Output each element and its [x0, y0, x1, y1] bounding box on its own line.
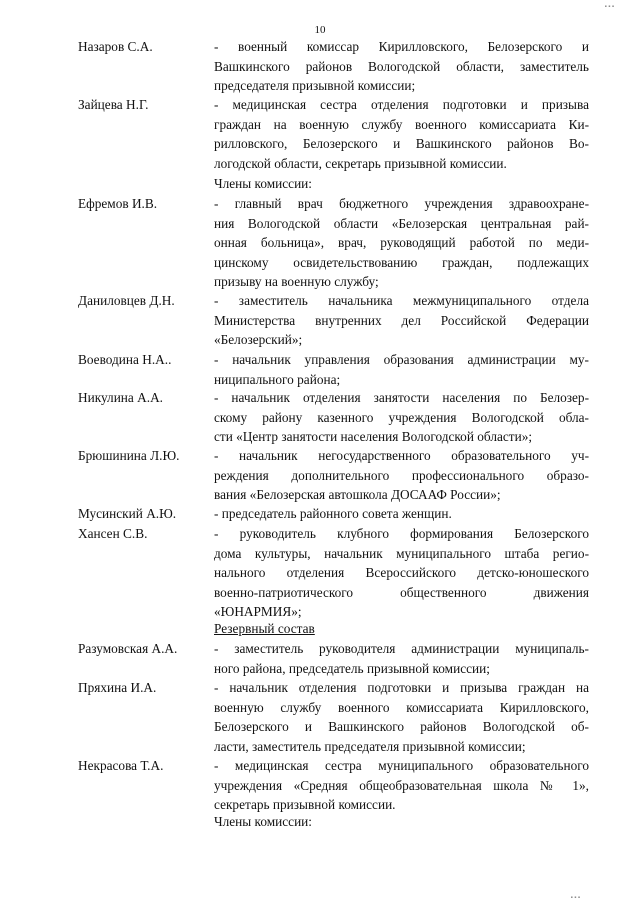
member-role — [214, 37, 589, 96]
role-line: реждения дополнительного профессионального образо- — [214, 467, 589, 483]
member-name: Мусинский А.Ю. — [78, 506, 177, 521]
member-name: Брюшинина Л.Ю. — [78, 448, 180, 463]
members-heading-2: Члены комиссии: — [214, 814, 312, 829]
role-line: призыву на военную службу; — [214, 274, 379, 289]
role-line: - главный врач бюджетного учреждения здравоохране- — [214, 196, 589, 211]
role-line: Белозерского и Вашкинского районов Вологодской об- — [214, 719, 589, 734]
member-role — [214, 388, 589, 447]
member-role — [214, 756, 589, 815]
role-line: - заместитель начальника межмуниципального отдела — [214, 293, 589, 308]
role-line: - начальник управления образования администрации му- — [214, 352, 589, 367]
role-line: дома культуры, начальник муниципального штаба регио- — [214, 545, 589, 561]
member-name: Пряхина И.А. — [78, 680, 157, 695]
member-role — [214, 678, 589, 756]
member-name: Некрасова Т.А. — [78, 758, 164, 773]
role-line: председателя призывной комиссии; — [214, 78, 416, 93]
members-heading-1: Члены комиссии: — [214, 176, 312, 191]
role-line: ного района, председатель призывной комиссии; — [214, 660, 490, 676]
scan-mark-bottom: ▪ ▪ ▪ — [570, 895, 580, 901]
member-role — [214, 504, 589, 524]
role-line: - медицинская сестра муниципального образовательного — [214, 758, 589, 773]
role-line: военную службу военного комиссариата Кирилловского, — [214, 699, 589, 715]
role-line: - председатель районного совета женщин. — [214, 506, 452, 521]
role-line: нального отделения Всероссийского детско-юношеского — [214, 565, 589, 580]
member-role — [214, 291, 589, 350]
role-line: - начальник отделения занятости населения по Белозер- — [214, 390, 589, 405]
role-line: ния Вологодской области «Белозерская центральная рай- — [214, 215, 589, 231]
page-number: 10 — [314, 24, 326, 36]
member-name: Никулина А.А. — [78, 390, 164, 405]
role-line: вания «Белозерская автошкола ДОСААФ России»; — [214, 487, 501, 502]
role-line: граждан на военную службу военного комиссариата Ки- — [214, 116, 589, 132]
reserve-heading: Резервный состав — [214, 621, 315, 636]
role-line: - медицинская сестра отделения подготовки и призыва — [214, 97, 589, 112]
role-line: цинскому освидетельствованию граждан, подлежащих — [214, 254, 589, 270]
member-name: Даниловцев Д.Н. — [78, 293, 175, 308]
role-line: «Белозерский»; — [214, 332, 303, 347]
role-line: - заместитель руководителя администрации муниципаль- — [214, 641, 589, 656]
member-role — [214, 446, 589, 505]
role-line: «ЮНАРМИЯ»; — [214, 604, 302, 619]
role-line: Вашкинского районов Вологодской области, заместитель — [214, 58, 589, 74]
role-line: - руководитель клубного формирования Белозерского — [214, 526, 589, 541]
role-line: сти «Центр занятости населения Вологодской области»; — [214, 429, 533, 444]
member-name: Хансен С.В. — [78, 526, 148, 541]
member-role — [214, 194, 589, 292]
role-line: логодской области, секретарь призывной комиссии. — [214, 155, 507, 171]
scan-mark-top: ▪ ▪ ▪ — [604, 4, 614, 10]
role-line: рилловского, Белозерского и Вашкинского районов Во- — [214, 136, 589, 151]
role-line: ниципального района; — [214, 371, 341, 387]
member-name: Ефремов И.В. — [78, 196, 158, 211]
member-role — [214, 639, 589, 678]
member-role — [214, 95, 589, 173]
member-name: Зайцева Н.Г. — [78, 97, 149, 112]
role-line: ласти, заместитель председателя призывной комиссии; — [214, 738, 526, 754]
role-line: Министерства внутренних дел Российской Федерации — [214, 312, 589, 328]
role-line: военно-патриотического общественного движения — [214, 584, 589, 600]
member-name: Назаров С.А. — [78, 39, 153, 54]
role-line: - начальник негосударственного образовательного уч- — [214, 448, 589, 463]
member-role — [214, 350, 589, 389]
role-line: скому району казенного учреждения Вологодской обла- — [214, 409, 589, 425]
role-line: секретарь призывной комиссии. — [214, 797, 396, 812]
member-role — [214, 524, 589, 622]
role-line: учреждения «Средняя общеобразовательная школа № 1», — [214, 777, 589, 793]
role-line: - военный комиссар Кирилловского, Белозерского и — [214, 39, 589, 54]
member-name: Воеводина Н.А.. — [78, 352, 172, 367]
role-line: - начальник отделения подготовки и призыва граждан на — [214, 680, 589, 695]
member-name: Разумовская А.А. — [78, 641, 178, 656]
role-line: онная больница», врач, руководящий работой по меди- — [214, 235, 589, 250]
